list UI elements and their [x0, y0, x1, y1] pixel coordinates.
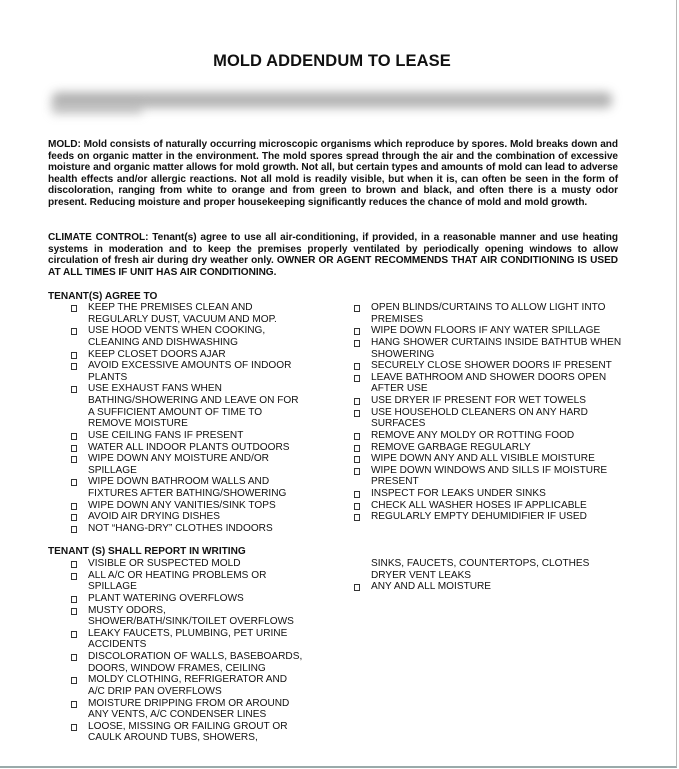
list-item [71, 721, 303, 744]
list-item [71, 523, 303, 535]
checkbox-bullet-icon [354, 468, 360, 475]
list-item [354, 465, 624, 488]
checkbox-bullet-icon [354, 398, 360, 405]
list-item [71, 500, 303, 512]
list-item [354, 581, 624, 593]
list-item-text: CHECK ALL WASHER HOSES IF APPLICABLE [371, 499, 587, 511]
list-item [71, 476, 303, 499]
list-item-text: MOISTURE DRIPPING FROM OR AROUND ANY VENTS, A/C CONDENSER LINES [88, 697, 290, 721]
list-item [71, 360, 303, 383]
checkbox-bullet-icon [71, 514, 77, 521]
list-item-text: USE DRYER IF PRESENT FOR WET TOWELS [371, 395, 586, 406]
list-item-text: AVOID AIR DRYING DISHES [88, 511, 220, 523]
list-item-text: NOT “HANG-DRY” CLOTHES INDOORS [88, 522, 273, 534]
checkbox-bullet-icon [354, 456, 360, 463]
list-item [354, 511, 624, 523]
list-item-text: VISIBLE OR SUSPECTED MOLD [88, 558, 241, 569]
list-item-text: SINKS, FAUCETS, COUNTERTOPS, CLOTHES DRYER VENT LEAKS [371, 558, 590, 581]
checkbox-bullet-icon [71, 608, 77, 615]
list-item [354, 407, 624, 430]
list-item-text: PLANT WATERING OVERFLOWS [88, 592, 244, 604]
list-item-text: LOOSE, MISSING OR FAILING GROUT OR CAULK AROUND TUBS, SHOWERS, [88, 720, 288, 744]
list-item [354, 302, 624, 325]
list-item [354, 453, 624, 465]
checkbox-bullet-icon [354, 433, 360, 440]
list-item-continuation [354, 558, 624, 581]
list-item-text: OPEN BLINDS/CURTAINS TO ALLOW LIGHT INTO PREMISES [371, 302, 606, 325]
list-item [71, 453, 303, 476]
mold-paragraph: MOLD: Mold consists of naturally occurring microscopic organisms which reproduce by spores. Mold breaks down and feeds on organic matter in the environment. The mold spores spread through the air and the combination of excessive moisture and organic matter allows for mold growth. Not all, but certain types and amounts of mold can lead to adverse health effects and/or allergic reactions. Not all mold is readily visible, but when it is, can often be seen in the form of discoloration, ranging from white to orange and from green to brown and black, and often there is a musty odor present. Reducing moisture and proper housekeeping significantly reduces the chance of mold and mold growth. [48, 139, 618, 208]
list-item [71, 511, 303, 523]
list-item-text: LEAKY FAUCETS, PLUMBING, PET URINE ACCIDENTS [88, 627, 288, 651]
list-item [71, 593, 303, 605]
list-item [71, 558, 303, 570]
list-item-text: REMOVE ANY MOLDY OR ROTTING FOOD [371, 429, 575, 441]
checkbox-bullet-icon [71, 305, 77, 312]
list-item [71, 325, 303, 348]
list-item-text: MUSTY ODORS, SHOWER/BATH/SINK/TOILET OVERFLOWS [88, 604, 294, 628]
list-item-text: USE HOUSEHOLD CLEANERS ON ANY HARD SURFACES [371, 406, 588, 430]
list-item [71, 442, 303, 454]
redacted-text [52, 104, 142, 114]
checkbox-bullet-icon [354, 584, 360, 591]
checkbox-bullet-icon [71, 677, 77, 684]
checkbox-bullet-icon [71, 654, 77, 661]
list-item [354, 395, 624, 407]
checkbox-bullet-icon [354, 363, 360, 370]
list-item-text: USE CEILING FANS IF PRESENT [88, 429, 244, 441]
list-item-text: ALL A/C OR HEATING PROBLEMS OR SPILLAGE [88, 569, 267, 593]
checkbox-bullet-icon [71, 352, 77, 359]
list-item [354, 442, 624, 454]
checkbox-bullet-icon [71, 363, 77, 370]
list-item [71, 674, 303, 697]
checkbox-bullet-icon [354, 340, 360, 347]
list-item [71, 628, 303, 651]
list-item-text: WIPE DOWN FLOORS IF ANY WATER SPILLAGE [371, 325, 601, 337]
list-item-text: REMOVE GARBAGE REGULARLY [371, 441, 531, 453]
climate-control-paragraph: CLIMATE CONTROL: Tenant(s) agree to use all air-conditioning, if provided, in a reasonable manner and use heating systems in moderation and to keep the premises properly ventilated by periodically opening windows to allow circulation of fresh air during dry weather only. OWNER OR AGENT RECOMMENDS THAT AIR CONDITIONING IS USED AT ALL TIMES IF UNIT HAS AIR CONDITIONING. [48, 232, 618, 278]
list-item [71, 605, 303, 628]
list-item [354, 325, 624, 337]
checkbox-bullet-icon [354, 503, 360, 510]
checkbox-bullet-icon [71, 724, 77, 731]
list-item [354, 500, 624, 512]
report-list-right [354, 558, 624, 593]
report-heading: TENANT (S) SHALL REPORT IN WRITING [48, 546, 246, 557]
checkbox-bullet-icon [71, 445, 77, 452]
list-item [71, 651, 303, 674]
list-item-text: WIPE DOWN ANY VANITIES/SINK TOPS [88, 499, 276, 511]
checkbox-bullet-icon [71, 561, 77, 568]
list-item-text: DISCOLORATION OF WALLS, BASEBOARDS, DOORS, WINDOW FRAMES, CEILING [88, 651, 303, 674]
checkbox-bullet-icon [71, 386, 77, 393]
list-item-text: WIPE DOWN WINDOWS AND SILLS IF MOISTURE PRESENT [371, 464, 608, 488]
list-item-text: SECURELY CLOSE SHOWER DOORS IF PRESENT [371, 360, 612, 372]
list-item-text: INSPECT FOR LEAKS UNDER SINKS [371, 488, 546, 499]
list-item-text: HANG SHOWER CURTAINS INSIDE BATHTUB WHEN SHOWERING [371, 336, 622, 360]
checkbox-bullet-icon [71, 573, 77, 580]
list-item-text: KEEP THE PREMISES CLEAN AND REGULARLY DUST, VACUUM AND MOP. [88, 302, 277, 325]
checkbox-bullet-icon [71, 456, 77, 463]
list-item [354, 372, 624, 395]
checkbox-bullet-icon [71, 328, 77, 335]
agree-heading: TENANT(S) AGREE TO [48, 291, 158, 302]
list-item-text: REGULARLY EMPTY DEHUMIDIFIER IF USED [371, 511, 587, 523]
report-list-left [71, 558, 303, 744]
checkbox-bullet-icon [354, 491, 360, 498]
list-item [71, 383, 303, 430]
list-item [71, 430, 303, 442]
list-item [71, 302, 303, 325]
list-item-text: ANY AND ALL MOISTURE [371, 581, 492, 593]
checkbox-bullet-icon [354, 445, 360, 452]
list-item [354, 360, 624, 372]
list-item-text: USE EXHAUST FANS WHEN BATHING/SHOWERING AND LEAVE ON FOR A SUFFICIENT AMOUNT OF TIME TO REMOVE MOISTURE [88, 383, 299, 430]
checkbox-bullet-icon [71, 479, 77, 486]
list-item [71, 349, 303, 361]
list-item-text: WIPE DOWN ANY AND ALL VISIBLE MOISTURE [371, 453, 595, 465]
checkbox-bullet-icon [354, 410, 360, 417]
checkbox-bullet-icon [354, 375, 360, 382]
list-item-text: AVOID EXCESSIVE AMOUNTS OF INDOOR PLANTS [88, 360, 292, 383]
checkbox-bullet-icon [71, 596, 77, 603]
list-item-text: USE HOOD VENTS WHEN COOKING, CLEANING AND DISHWASHING [88, 325, 266, 348]
agree-list-right [354, 302, 624, 523]
list-item-text: KEEP CLOSET DOORS AJAR [88, 348, 226, 360]
checkbox-bullet-icon [71, 701, 77, 708]
list-item-text: LEAVE BATHROOM AND SHOWER DOORS OPEN AFTER USE [371, 371, 607, 395]
checkbox-bullet-icon [71, 526, 77, 533]
agree-list-left [71, 302, 303, 535]
list-item [354, 430, 624, 442]
list-item [71, 698, 303, 721]
checkbox-bullet-icon [354, 514, 360, 521]
checkbox-bullet-icon [354, 328, 360, 335]
document-title: MOLD ADDENDUM TO LEASE [213, 52, 451, 70]
checkbox-bullet-icon [71, 503, 77, 510]
list-item-text: WATER ALL INDOOR PLANTS OUTDOORS [88, 441, 290, 453]
list-item [71, 570, 303, 593]
checkbox-bullet-icon [354, 305, 360, 312]
list-item-text: MOLDY CLOTHING, REFRIGERATOR AND A/C DRIP PAN OVERFLOWS [88, 674, 288, 697]
checkbox-bullet-icon [71, 631, 77, 638]
list-item [354, 337, 624, 360]
list-item-text: WIPE DOWN ANY MOISTURE AND/OR SPILLAGE [88, 453, 269, 476]
list-item [354, 488, 624, 500]
list-item-text: WIPE DOWN BATHROOM WALLS AND FIXTURES AFTER BATHING/SHOWERING [88, 476, 287, 499]
checkbox-bullet-icon [71, 433, 77, 440]
